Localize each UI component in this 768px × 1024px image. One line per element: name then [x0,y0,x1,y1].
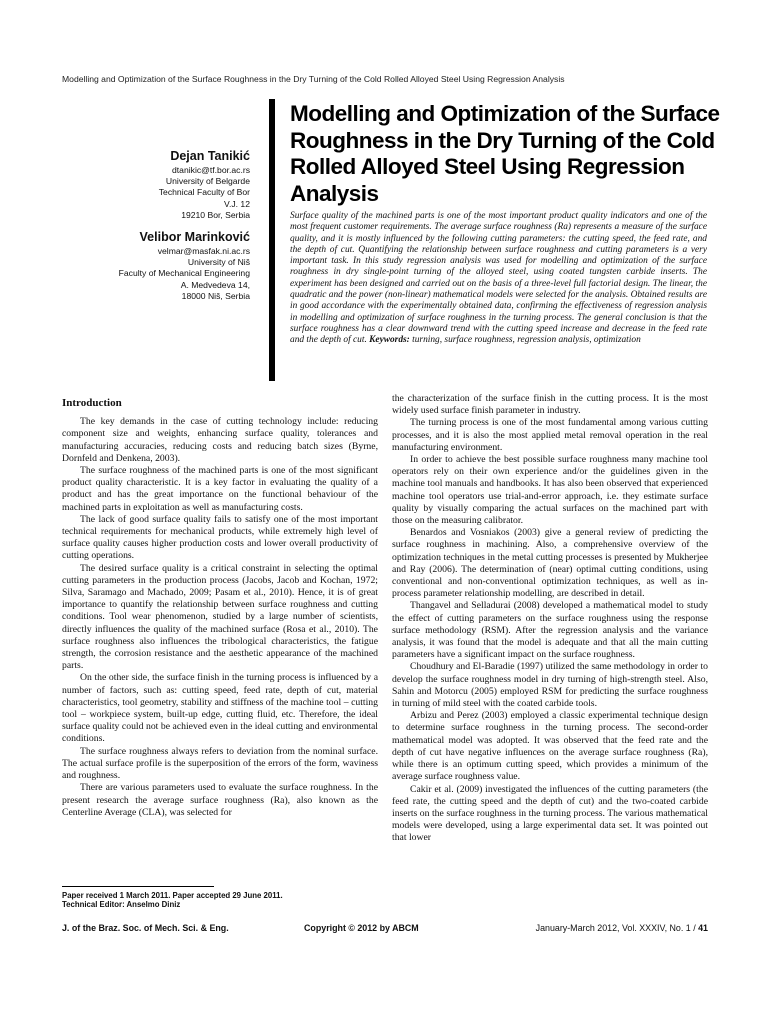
page-number: 41 [698,923,708,933]
issue-text: January-March 2012, Vol. XXXIV, No. 1 / [535,923,696,933]
paragraph: The desired surface quality is a critical constraint in selecting the optimal cutting parameters in the production process (Jacobs, Jacob and Kochan, 1972; Silva, Saramago and Machado, 2009; Pasam et al., 2010). Hence, it is of great importance to quantify the relationship between surface roughness and cutting conditions. Tool wear phenomenon, studied by a large number of scientists, directly influences the quality of the machined surface (Rosa et al., 2010). The surface roughness also influences the tribological characteristics, the fatigue strength, the corrosion resistance and the aesthetic appearance of the machined parts. [62,562,378,672]
running-head: Modelling and Optimization of the Surface Roughness in the Dry Turning of the Cold Rolled Alloyed Steel Using Regression Analysis [62,74,565,84]
author-block [80,230,250,302]
paper-title: Modelling and Optimization of the Surface Roughness in the Dry Turning of the Cold Rolled Alloyed Steel Using Regression Analysis [290,101,720,206]
abstract [290,211,707,347]
paragraph: Thangavel and Selladurai (2008) developed a mathematical model to study the effect of cutting parameters on the surface roughness using the response surface methodology (RSM). After the regression analysis and the variance analysis, it was found that the model is adequate and that all the main cutting parameters have a significant impact on the surface roughness. [392,600,708,661]
paragraph: Choudhury and El-Baradie (1997) utilized the same methodology in order to develop the surface roughness model in dry turning of high-strength steel. Also, Sahin and Motorcu (2005) employed RSM for predicting the surface roughness in turning of mild steel with the coated carbide tools. [392,661,708,710]
page-footer [62,923,708,937]
paragraph: The lack of good surface quality fails to satisfy one of the most important technical requirements for mechanical products, while extremely high level of surface quality causes higher production costs and lower overall productivity of cutting operations. [62,513,378,562]
paragraph: On the other side, the surface finish in the turning process is influenced by a number of factors, such as: cutting speed, feed rate, depth of cut, material characteristics, tool geometry, stability and stiffness of the machine tool – cutting tool – workpiece system, built-up edge, cutting fluid, etc. Therefore, the ideal surface quality could not be achieved even in the ideal cutting and environmental conditions. [62,672,378,745]
footnote-divider [62,886,214,887]
author-address: A. Medvedeva 14, [180,279,250,290]
paragraph: Arbizu and Perez (2003) employed a classic experimental technique design to determine surface roughness in the turning process. The second-order mathematical model was adopted. It was observed that the feed rate and the depth of cut have negative influences on the average surface roughness (Ra), while there is an optimum cutting speed, which provides a minimum of the average surface roughness value. [392,710,708,783]
author-address: 19210 Bor, Serbia [181,209,250,220]
copyright-notice: Copyright © 2012 by ABCM [304,923,419,933]
author-email[interactable]: velmar@masfak.ni.ac.rs [157,246,250,257]
paragraph: the characterization of the surface finish in the cutting process. It is the most widely used surface finish parameter in industry. [392,393,708,417]
journal-name: J. of the Braz. Soc. of Mech. Sci. & Eng. [62,923,229,933]
keywords-label: Keywords: [369,335,410,346]
author-name: Velibor Marinković [139,230,250,245]
right-column [392,393,708,845]
paragraph: The surface roughness of the machined parts is one of the most significant product quality characteristic. It is a key factor in evaluating the quality of a product and has the great importance on the functional behaviour of the machined parts in exploitation as well as manufacturing costs. [62,465,378,513]
author-affiliation: Faculty of Mechanical Engineering [118,268,250,279]
author-affiliation: Technical Faculty of Bor [158,187,250,198]
paragraph: Cakir et al. (2009) investigated the influences of the cutting parameters (the feed rate, the cutting speed and the depth of cut) and the two-coated carbide inserts on the surface roughness in the turning process. The various mathematical models were developed, using a large experimental data set. It was pointed out that lower [392,783,708,844]
paragraph: Benardos and Vosniakos (2003) give a general review of predicting the surface roughness in machining. Also, a comprehensive overview of the optimization techniques in the metal cutting processes is presented by Mukherjee and Ray (2006). The determination of (near) optimal cutting conditions, using conventional and non-conventional optimization techniques, as well as in-process parameter relationship modelling, are described in detail. [392,527,708,600]
author-name: Dejan Tanikić [170,149,250,163]
title-divider-bar [269,99,275,381]
footnote-received: Paper received 1 March 2011. Paper accepted 29 June 2011. [62,891,283,900]
author-block [80,149,250,221]
author-email[interactable]: dtanikic@tf.bor.ac.rs [172,165,250,175]
author-list [80,149,250,302]
paragraph: The turning process is one of the most fundamental among various cutting processes, and it is also the most applied metal removal operation in the real manufacturing environment. [392,417,708,453]
footnote [62,891,382,910]
keywords-text: turning, surface roughness, regression analysis, optimization [412,335,641,346]
author-address: 18000 Niš, Serbia [181,290,250,301]
paragraph: The surface roughness always refers to deviation from the nominal surface. The actual surface profile is the superposition of the errors of the form, waviness and roughness. [62,745,378,782]
abstract-text: Surface quality of the machined parts is one of the most important product quality indicators and one of the most frequent customer requirements. The average surface roughness (Ra) represents a measure of the surface quality, and it is mostly influenced by the following cutting parameters: the cutting speed, the feed rate, and the depth of cut. Quantifying the relationship between surface roughness and cutting parameters is a very important task. In this study regression analysis was used for modelling and optimization of the surface roughness in dry single-point turning of the alloyed steel, using coated tungsten carbide inserts. The experiment has been designed and carried out on the basis of a three-level full factorial design. The linear, the quadratic and the power (non-linear) mathematical models were selected for the analysis. Obtained results are in good accordance with the experimentally obtained data, confirming the effectiveness of regression analysis in modelling and optimization of surface roughness in the turning process. The general conclusion is that the surface roughness has a clear downward trend with the cutting speed increase and decrease in the feed rate and the depth of cut. [290,211,707,346]
left-column [62,397,378,819]
paragraph: The key demands in the case of cutting technology include: reducing component size and weights, enhancing surface quality, tolerances and manufacturing accuracies, reducing costs and reducing batch sizes (Byrne, Dornfeld and Denkena, 2003). [62,416,378,464]
issue-info [536,923,708,933]
footnote-editor: Technical Editor: Anselmo Diniz [62,900,181,910]
author-affiliation: University of Belgarde [165,176,250,187]
author-address: V.J. 12 [224,198,250,209]
paragraph: There are various parameters used to evaluate the surface roughness. In the present research the average surface roughness (Ra), also known as the Centerline Average (CLA), was selected for [62,782,378,818]
paragraph: In order to achieve the best possible surface roughness many machine tool operators rely on their own experience and/or the guidelines given in the machine tool manuals and handbooks. It has also been observed that experienced machine tool operators use trial-and-error approach, i.e. they estimate surface quality by visually comparing the actual surfaces on the machined part with those on the measuring calibrator. [392,454,708,527]
author-affiliation: University of Niš [187,257,250,268]
section-heading: Introduction [62,397,122,409]
